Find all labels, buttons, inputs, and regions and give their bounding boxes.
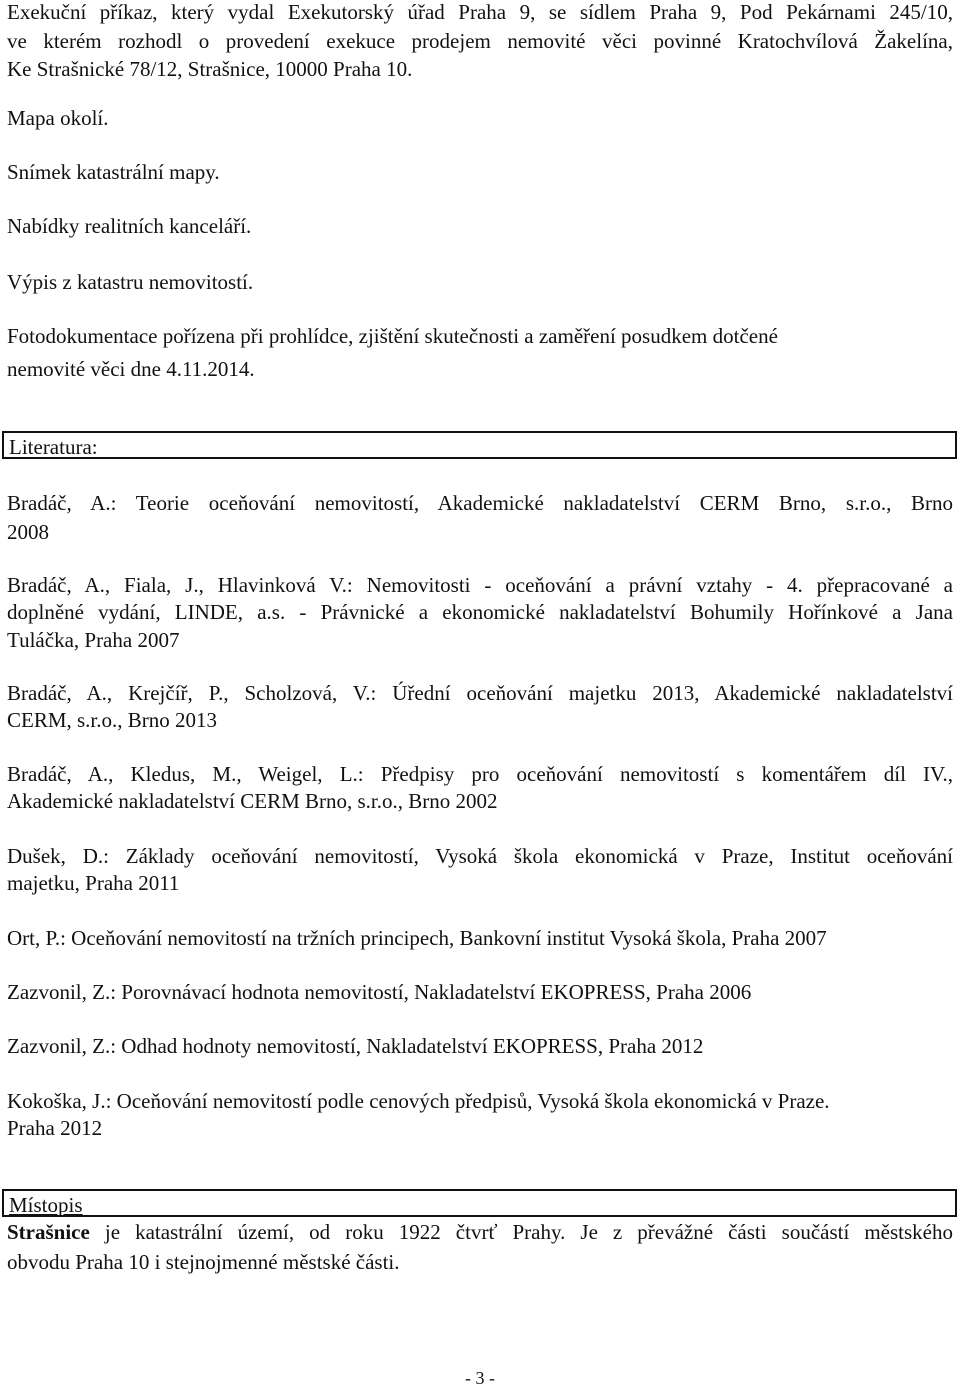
item-cadastral-map: Snímek katastrální mapy. <box>7 160 220 184</box>
reference-5-line-1: Dušek, D.: Základy oceňování nemovitostí, Vysoká škola ekonomická v Praze, Institut oceňování <box>7 844 953 868</box>
reference-6-line-1: Ort, P.: Oceňování nemovitostí na tržních principech, Bankovní institut Vysoká škola, Praha 2007 <box>7 926 827 950</box>
mistopis-term: Strašnice <box>7 1220 90 1244</box>
literature-heading: Literatura: <box>9 435 98 459</box>
mistopis-heading-box <box>2 1189 957 1217</box>
intro-line-1: Exekuční příkaz, který vydal Exekutorský úřad Praha 9, se sídlem Praha 9, Pod Pekárnami 245/10, <box>7 0 953 24</box>
reference-4-line-1: Bradáč, A., Kledus, M., Weigel, L.: Předpisy pro oceňování nemovitostí s komentářem díl IV., <box>7 762 953 786</box>
reference-7-line-1: Zazvonil, Z.: Porovnávací hodnota nemovitostí, Nakladatelství EKOPRESS, Praha 2006 <box>7 980 752 1004</box>
literature-heading-box <box>2 431 957 459</box>
item-map: Mapa okolí. <box>7 106 109 130</box>
reference-1-line-1: Bradáč, A.: Teorie oceňování nemovitostí, Akademické nakladatelství CERM Brno, s.r.o., Brno <box>7 491 953 515</box>
reference-5-line-2: majetku, Praha 2011 <box>7 871 180 895</box>
reference-8-line-1: Zazvonil, Z.: Odhad hodnoty nemovitostí, Nakladatelství EKOPRESS, Praha 2012 <box>7 1034 704 1058</box>
mistopis-heading: Místopis <box>9 1193 83 1217</box>
mistopis-line-1-rest: je katastrální území, od roku 1922 čtvrť Prahy. Je z převážné části součástí městského <box>89 1220 953 1244</box>
item-realty-offers: Nabídky realitních kanceláří. <box>7 214 252 238</box>
item-photo-line-2: nemovité věci dne 4.11.2014. <box>7 357 255 381</box>
reference-3-line-1: Bradáč, A., Krejčíř, P., Scholzová, V.: Úřední oceňování majetku 2013, Akademické nakladatelství <box>7 681 953 705</box>
mistopis-line-1 <box>7 1218 953 1246</box>
mistopis-line-2: obvodu Praha 10 i stejnojmenné městské části. <box>7 1250 400 1274</box>
intro-line-3: Ke Strašnické 78/12, Strašnice, 10000 Praha 10. <box>7 57 413 81</box>
reference-9-line-2: Praha 2012 <box>7 1116 103 1140</box>
reference-2-line-3: Tuláčka, Praha 2007 <box>7 628 180 652</box>
reference-4-line-2: Akademické nakladatelství CERM Brno, s.r.o., Brno 2002 <box>7 789 498 813</box>
reference-9-line-1: Kokoška, J.: Oceňování nemovitostí podle cenových předpisů, Vysoká škola ekonomická v Praze. <box>7 1089 830 1113</box>
intro-line-2: ve kterém rozhodl o provedení exekuce prodejem nemovité věci povinné Kratochvílová Žakelína, <box>7 29 953 53</box>
reference-2-line-1: Bradáč, A., Fiala, J., Hlavinková V.: Nemovitosti - oceňování a právní vztahy - 4. přepracované a <box>7 573 953 597</box>
item-photo-line-1: Fotodokumentace pořízena při prohlídce, zjištění skutečnosti a zaměření posudkem dotčené <box>7 324 778 348</box>
page-number: - 3 - <box>465 1368 495 1388</box>
item-cadastre-extract: Výpis z katastru nemovitostí. <box>7 270 254 294</box>
reference-1-line-2: 2008 <box>7 520 49 544</box>
reference-3-line-2: CERM, s.r.o., Brno 2013 <box>7 708 218 732</box>
reference-2-line-2: doplněné vydání, LINDE, a.s. - Právnické a ekonomické nakladatelství Bohumily Hořínkové a Jana <box>7 600 953 624</box>
